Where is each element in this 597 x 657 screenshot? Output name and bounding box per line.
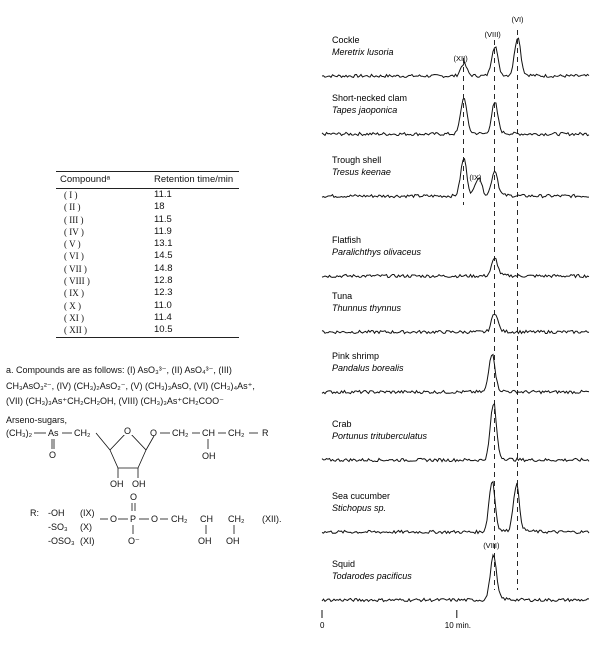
sample-latin-name: Pandalus borealis (332, 363, 404, 373)
struct-oh-2: OH (132, 479, 146, 489)
substituent-group: -SO₃ (48, 522, 68, 532)
retention-cell: 14.5 (154, 250, 173, 262)
retention-cell: 11.5 (154, 213, 172, 225)
peak-marker-label: (XII) (453, 54, 468, 63)
retention-cell: 12.8 (154, 275, 173, 287)
sample-name: Sea cucumber (332, 491, 391, 501)
retention-cell: 18 (154, 201, 165, 213)
sample-latin-name: Tapes jaoponica (332, 105, 398, 115)
peak-marker-label: (IX) (469, 173, 482, 182)
struct-o-link: O (150, 428, 158, 438)
retention-cell: 11.9 (154, 225, 172, 237)
sample-name: Flatfish (332, 235, 362, 245)
phos-ch2-b: CH₂ (228, 514, 245, 524)
phos-p: P (130, 514, 137, 524)
sample-latin-name: Paralichthys olivaceus (332, 247, 422, 257)
sample-name: Squid (332, 559, 356, 569)
arseno-sugars-label: Arseno-sugars, (6, 414, 68, 425)
footnote-line-3: (VII) (CH₃)₃As⁺CH₂CH₂OH, (VIII) (CH₃)₃As⁺CH₂COO⁻ (6, 396, 224, 406)
struct-r: R (262, 428, 269, 438)
r-label: R: (30, 508, 39, 518)
struct-o-double: O (49, 450, 57, 460)
phos-label: (XII). (262, 514, 282, 524)
peak-marker-label: (VI) (511, 15, 524, 24)
footnote-line-2: CH₃AsO₃²⁻, (IV) (CH₃)₂AsO₂⁻, (V) (CH₃)₃AsO, (VI) (CH₃)₄As⁺, (6, 380, 255, 391)
compound-cell: ( III ) (64, 214, 84, 225)
axis-tick-label: 0 (320, 621, 325, 630)
struct-ch2-a: CH₂ (74, 428, 91, 438)
sample-latin-name: Tresus keenae (332, 167, 391, 177)
sample-name: Cockle (332, 35, 360, 45)
retention-cell: 13.1 (154, 238, 173, 250)
struct-as: As (48, 428, 59, 438)
struct-ch2-b: CH₂ (172, 428, 189, 438)
phos-oh-1: OH (198, 536, 212, 546)
phos-o-right: O (151, 514, 159, 524)
struct-oh-3: OH (202, 451, 216, 461)
retention-cell: 10.5 (154, 324, 239, 337)
sample-latin-name: Todarodes pacificus (332, 571, 412, 581)
compound-cell: ( I ) (64, 190, 78, 200)
substituent-group: -OH (48, 508, 65, 518)
substituent-number: (XI) (80, 536, 95, 546)
struct-ch: CH (202, 428, 215, 438)
compound-cell: ( VII ) (64, 263, 87, 274)
retention-cell: 11.0 (154, 299, 172, 311)
struct-ch2-c: CH₂ (228, 428, 245, 438)
peak-marker-label: (VIII) (484, 30, 501, 39)
sample-name: Crab (332, 419, 352, 429)
retention-cell: 12.3 (154, 287, 173, 299)
compound-cell: ( V ) (64, 239, 81, 250)
compound-cell: ( X ) (64, 300, 81, 311)
struct-prefix: (CH₃)₂ (6, 428, 33, 438)
retention-cell: 14.8 (154, 262, 173, 274)
phos-oh-2: OH (226, 536, 240, 546)
peak-marker-label: (VIII) (483, 541, 500, 550)
header-retention: Retention time/min (154, 172, 239, 189)
sample-latin-name: Thunnus thynnus (332, 303, 402, 313)
phos-o-minus: O⁻ (128, 536, 140, 546)
substituent-number: (IX) (80, 508, 95, 518)
compound-cell: ( IX ) (64, 288, 84, 299)
retention-cell: 11.4 (154, 311, 172, 323)
substituent-group: -OSO₃ (48, 536, 75, 546)
sample-latin-name: Stichopus sp. (332, 503, 387, 513)
substituent-number: (X) (80, 522, 92, 532)
chromatogram-traces (322, 38, 589, 601)
sample-latin-name: Meretrix lusoria (332, 47, 394, 57)
struct-o-ring: O (124, 426, 132, 436)
chromatogram-labels (332, 35, 428, 581)
compound-cell: ( XII ) (56, 324, 154, 337)
header-compound: Compoundᵃ (56, 172, 154, 189)
sample-name: Trough shell (332, 155, 382, 165)
axis-tick-label: 10 min. (444, 621, 472, 630)
chromatogram-trace (322, 258, 589, 278)
sample-name: Tuna (332, 291, 353, 301)
chromatogram-trace (322, 314, 589, 333)
sample-name: Short-necked clam (332, 93, 408, 103)
sample-latin-name: Portunus trituberculatus (332, 431, 428, 441)
compound-cell: ( VIII ) (64, 276, 90, 287)
phos-o-left: O (110, 514, 118, 524)
phos-ch: CH (200, 514, 213, 524)
struct-oh-1: OH (110, 479, 124, 489)
compound-cell: ( XI ) (64, 312, 84, 323)
compound-cell: ( II ) (64, 202, 81, 213)
time-axis (320, 610, 471, 630)
compound-cell: ( VI ) (64, 251, 84, 262)
sample-name: Pink shrimp (332, 351, 380, 361)
retention-cell: 11.1 (154, 189, 172, 200)
compound-cell: ( IV ) (64, 226, 84, 237)
phos-o-top: O (130, 492, 138, 502)
footnote-line-1: a. Compounds are as follows: (I) AsO₃³⁻, (II) AsO₄³⁻, (III) (6, 365, 232, 375)
phos-ch2-a: CH₂ (171, 514, 188, 524)
